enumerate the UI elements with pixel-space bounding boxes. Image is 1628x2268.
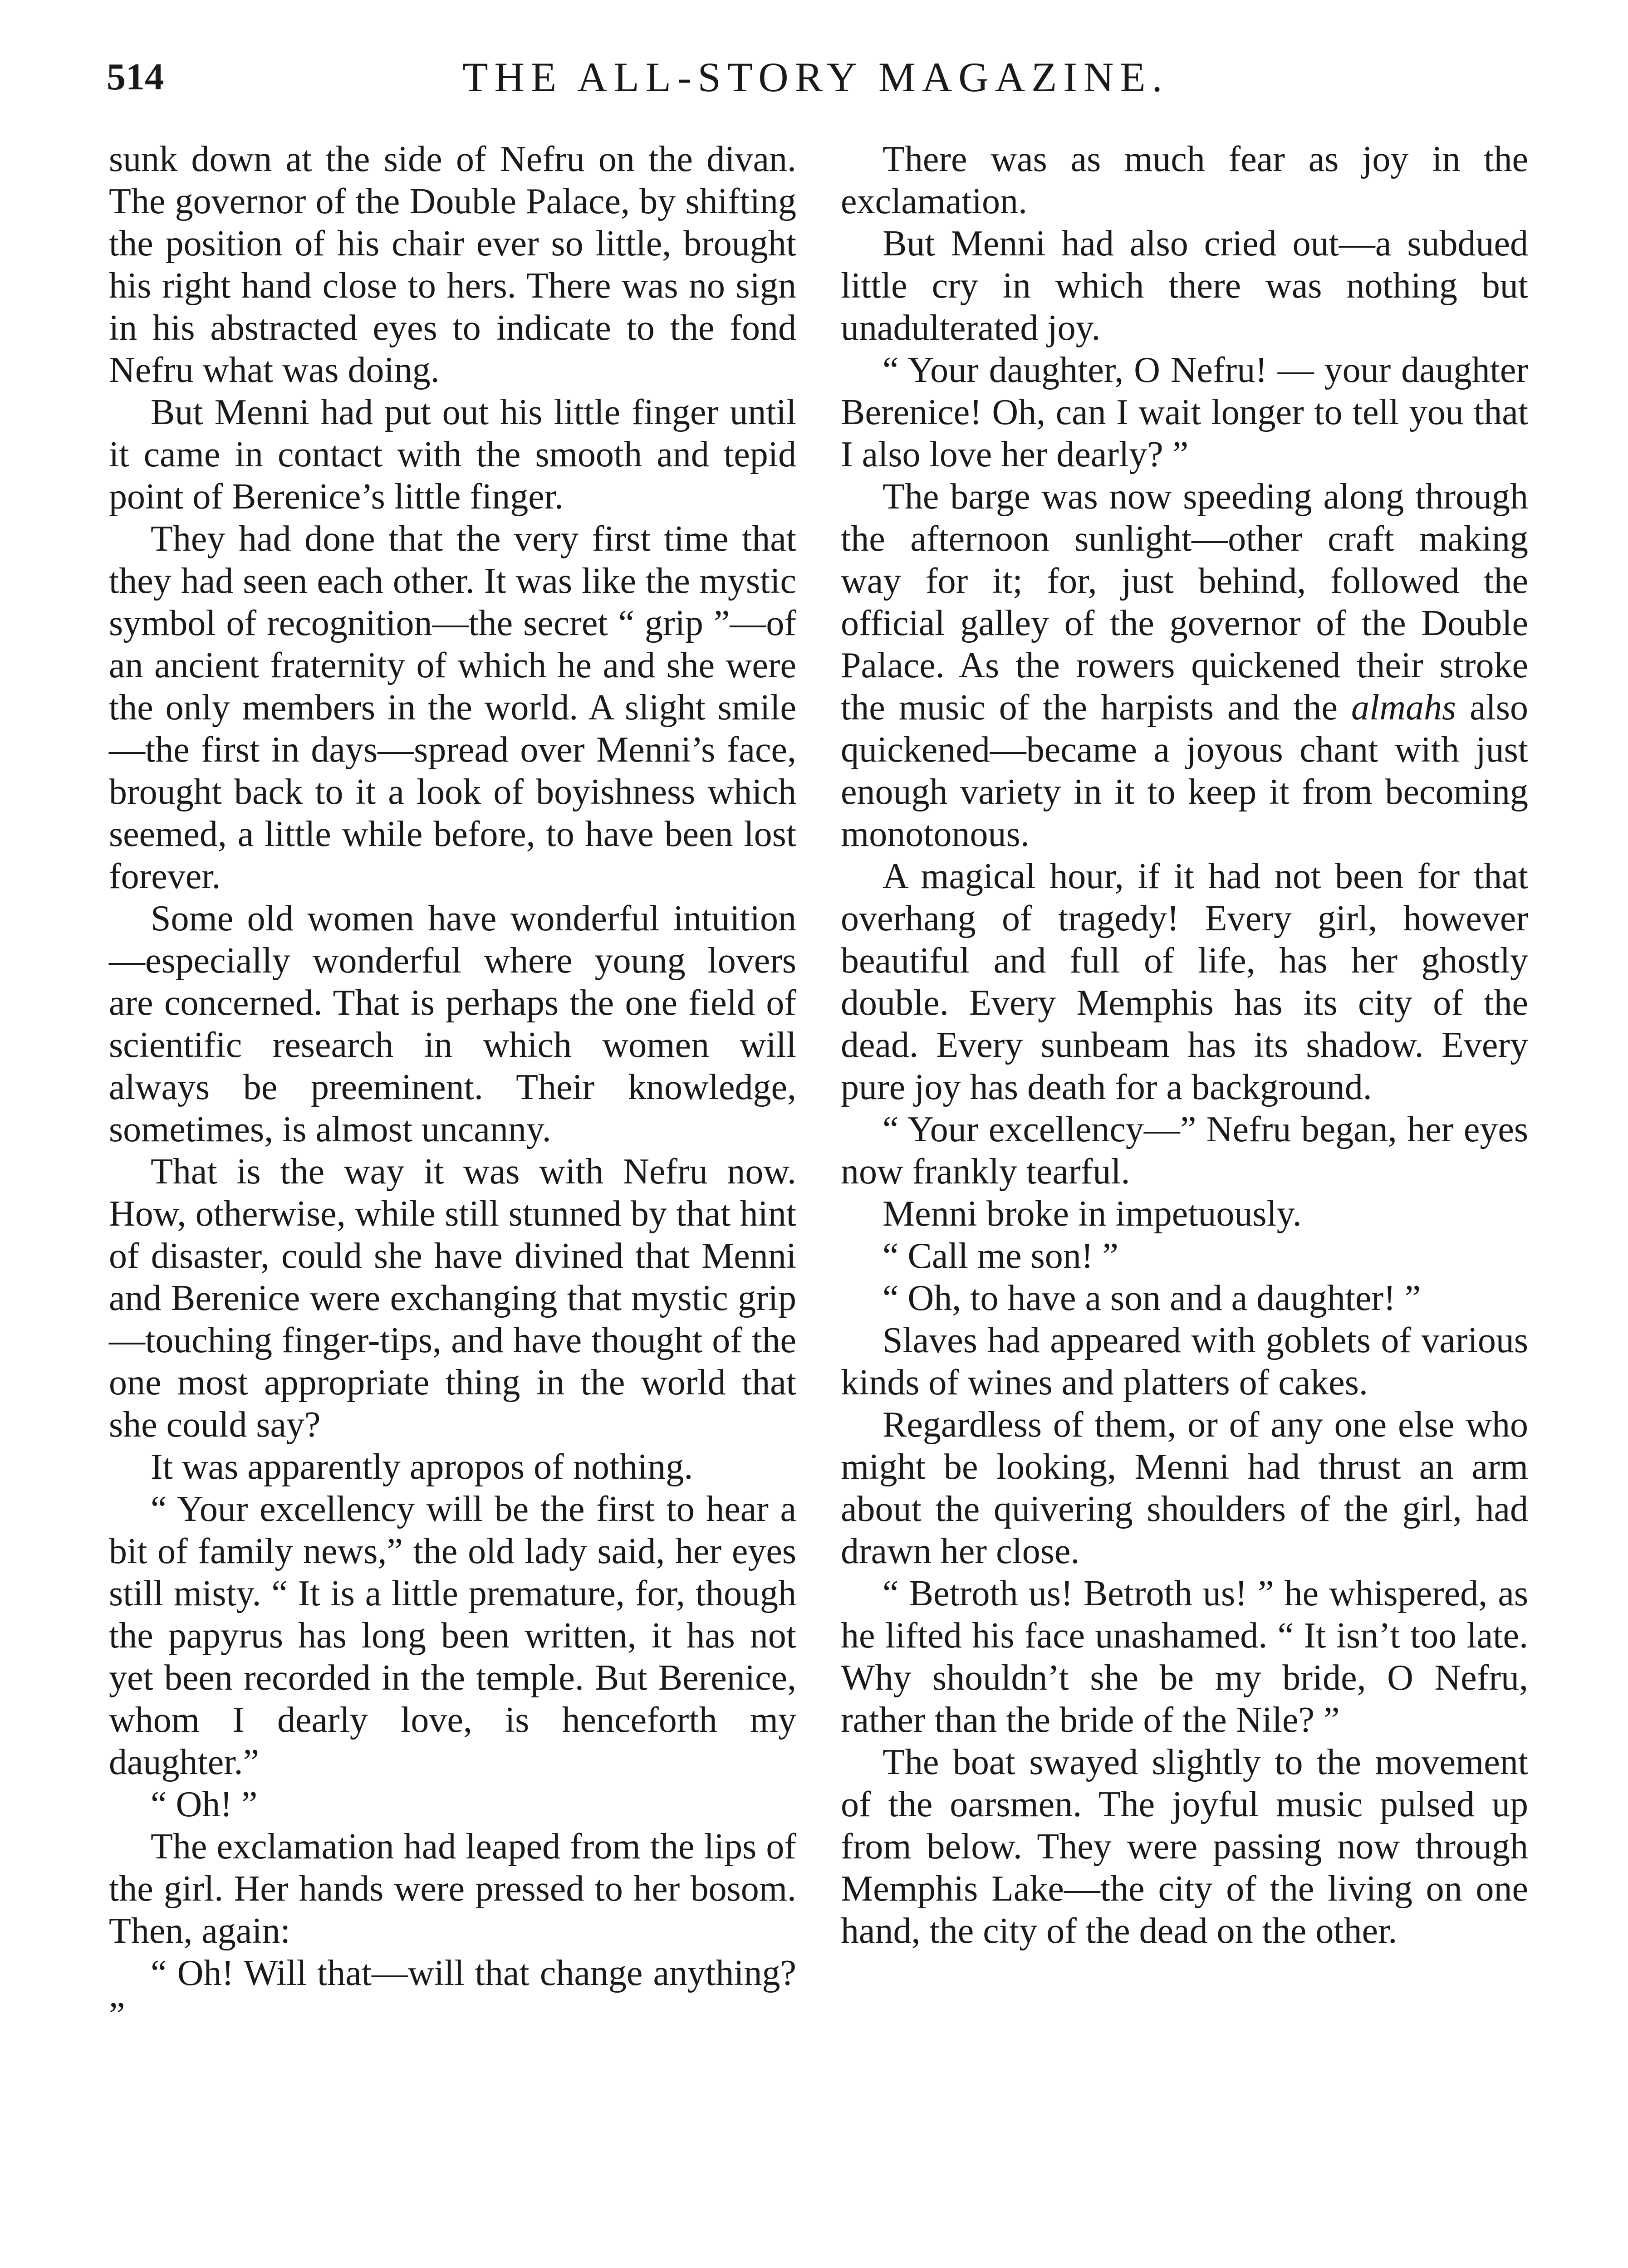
left-column	[109, 138, 796, 2037]
page-header	[107, 43, 1525, 111]
paragraph: Slaves had appeared with goblets of various kinds of wines and platters of cakes.	[841, 1320, 1528, 1403]
paragraph: The exclamation had leaped from the lips of the girl. Her hands were pressed to her bosom. Then, again:	[109, 1827, 796, 1951]
right-column	[841, 138, 1528, 1952]
paragraph: Menni broke in impetuously.	[883, 1194, 1302, 1234]
paragraph: There was as much fear as joy in the exclamation.	[841, 139, 1528, 221]
paragraph: A magical hour, if it had not been for that overhang of tragedy! Every girl, however beautiful and full of life, has her ghostly double. Every Memphis has its city of the dead. Every sunbeam has its shadow. Every pure joy has death for a background.	[841, 856, 1528, 1107]
paragraph: sunk down at the side of Nefru on the divan. The governor of the Double Palace, by shifting the position of his chair ever so little, brought his right hand close to hers. There was no sign in his abstracted eyes to indicate to the fond Nefru what was doing.	[109, 139, 796, 390]
running-title: THE ALL-STORY MAGAZINE.	[462, 54, 1169, 100]
paragraph: Some old women have wonderful intuition—especially wonderful where young lovers are concerned. That is perhaps the one field of scientific research in which women will always be preeminent. Their knowledge, sometimes, is almost uncanny.	[109, 899, 796, 1149]
paragraph-text: The barge was now speeding along through the afternoon sunlight—other craft making way for it; for, just behind, followed the official galley of the governor of the Double Palace. As the rowers quickened their stroke the music of the harpists and the	[841, 477, 1528, 728]
italic-word: almahs	[1351, 688, 1456, 728]
paragraph: It was apparently apropos of nothing.	[151, 1447, 693, 1487]
paragraph: But Menni had put out his little finger until it came in contact with the smooth and tepid point of Berenice’s little finger.	[109, 392, 796, 517]
paragraph: “ Your daughter, O Nefru! — your daughter Berenice! Oh, can I wait longer to tell you that I also love her dearly? ”	[841, 350, 1528, 474]
paragraph: They had done that the very first time that they had seen each other. It was like the mystic symbol of recognition—the secret “ grip ”—of an ancient fraternity of which he and she were the only members in the world. A slight smile—the first in days—spread over Menni’s face, brought back to it a look of boyishness which seemed, a little while before, to have been lost forever.	[109, 519, 796, 896]
paragraph: “ Oh! ”	[151, 1784, 258, 1824]
paragraph: “ Your excellency will be the first to hear a bit of family news,” the old lady said, her eyes still misty. “ It is a little premature, for, though the papyrus has long been written, it has not yet been recorded in the temple. But Berenice, whom I dearly love, is henceforth my daughter.”	[109, 1489, 796, 1782]
paragraph: “ Oh, to have a son and a daughter! ”	[883, 1278, 1421, 1318]
paragraph: But Menni had also cried out—a subdued little cry in which there was nothing but unadulterated joy.	[841, 224, 1528, 348]
paragraph: “ Oh! Will that—will that change anything? ”	[109, 1953, 796, 2035]
paragraph: Regardless of them, or of any one else who might be looking, Menni had thrust an arm about the quivering shoulders of the girl, had drawn her close.	[841, 1405, 1528, 1571]
paragraph: “ Call me son! ”	[883, 1236, 1118, 1276]
paragraph: That is the way it was with Nefru now. How, otherwise, while still stunned by that hint of disaster, could she have divined that Menni and Berenice were exchanging that mystic grip—touching finger-tips, and have thought of the one most appropriate thing in the world that she could say?	[109, 1152, 796, 1445]
paragraph: “ Betroth us! Betroth us! ” he whispered, as he lifted his face unashamed. “ It isn’t too late. Why shouldn’t she be my bride, O Nefru, rather than the bride of the Nile? ”	[841, 1574, 1528, 1740]
paragraph-text: also quickened—became a joyous chant with just enough variety in it to keep it from becoming monotonous.	[841, 688, 1529, 854]
paragraph: The boat swayed slightly to the movement of the oarsmen. The joyful music pulsed up from below. They were passing now through Memphis Lake—the city of the living on one hand, the city of the dead on the other.	[841, 1742, 1528, 1951]
page-number: 514	[107, 56, 164, 98]
paragraph: “ Your excellency—” Nefru began, her eyes now frankly tearful.	[841, 1110, 1528, 1192]
paragraph	[841, 476, 1528, 855]
